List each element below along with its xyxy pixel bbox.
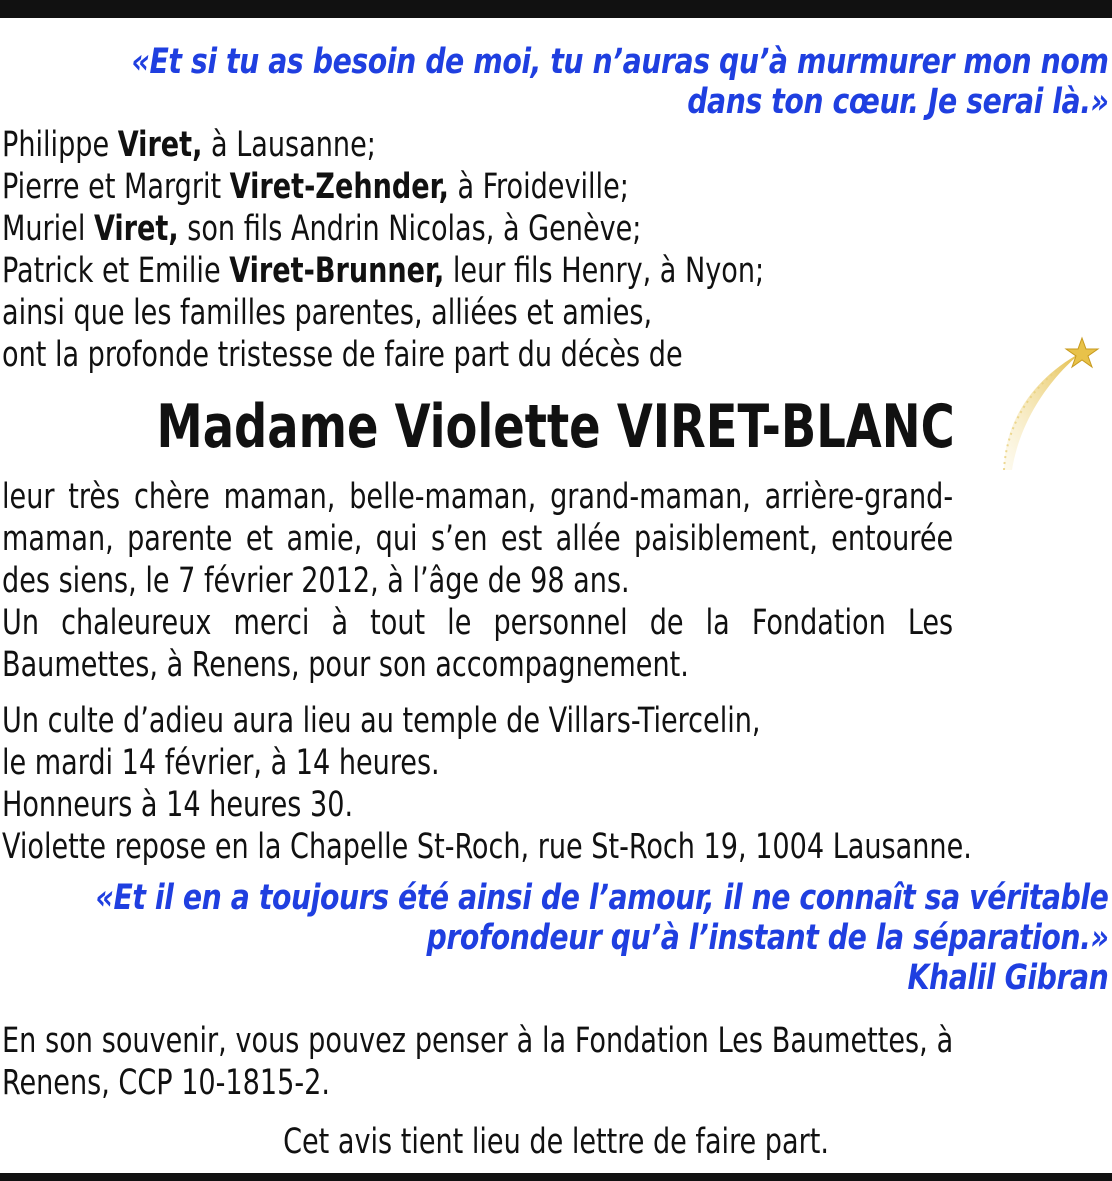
- family-member-2: [2, 166, 953, 208]
- family-member-4-given: Patrick et Emilie: [2, 251, 230, 291]
- family-member-2-given: Pierre et Margrit: [2, 167, 230, 207]
- ceremony-line-1: Un culte d’adieu aura lieu au temple de Villars-Tiercelin,: [2, 701, 761, 741]
- intro-line-2: ont la profonde tristesse de faire part du décès de: [2, 335, 683, 375]
- tribute-paragraph: leur très chère maman, belle-maman, grand-maman, arrière-grand-maman, parente et amie, qui s’en est allée paisiblement, entourée des siens, le 7 février 2012, à l’âge de 98 ans.: [2, 477, 954, 601]
- top-rule: [0, 0, 1112, 18]
- closing-quote-line-2: profondeur qu’à l’instant de la séparation.»: [426, 918, 1109, 958]
- closing-quote-line-1: «Et il en a toujours été ainsi de l’amour, il ne connaît sa véritable: [95, 878, 1108, 918]
- opening-quote-line-1: «Et si tu as besoin de moi, tu n’auras qu’à murmurer mon nom: [131, 42, 1108, 82]
- family-member-1-surname: Viret,: [117, 125, 203, 165]
- closing-note: Cet avis tient lieu de lettre de faire part.: [283, 1122, 829, 1162]
- family-list: [2, 124, 953, 376]
- family-member-3-given: Muriel: [2, 209, 94, 249]
- opening-quote: [131, 42, 1108, 122]
- closing-quote-author: Khalil Gibran: [907, 958, 1108, 998]
- donation-paragraph: En son souvenir, vous pouvez penser à la Fondation Les Baumettes, à Renens, CCP 10-1815-2.: [2, 1021, 954, 1103]
- family-member-4-surname: Viret-Brunner,: [229, 251, 445, 291]
- ceremony-line-3: Honneurs à 14 heures 30.: [2, 785, 354, 825]
- opening-quote-line-2: dans ton cœur. Je serai là.»: [686, 82, 1108, 122]
- ceremony-line-2: le mardi 14 février, à 14 heures.: [2, 743, 440, 783]
- family-member-2-place: à Froideville;: [448, 167, 629, 207]
- family-member-4-place: leur fils Henry, à Nyon;: [444, 251, 765, 291]
- thanks-paragraph: Un chaleureux merci à tout le personnel de la Fondation Les Baumettes, à Renens, pour son accompagnement.: [2, 603, 954, 685]
- bottom-rule: [0, 1173, 1112, 1181]
- family-member-1-given: Philippe: [2, 125, 118, 165]
- ceremony-line-4: Violette repose en la Chapelle St-Roch, rue St-Roch 19, 1004 Lausanne.: [2, 827, 972, 867]
- family-member-4: [2, 250, 953, 292]
- family-member-3: [2, 208, 953, 250]
- family-member-1: [2, 124, 953, 166]
- intro-line-1: ainsi que les familles parentes, alliées et amies,: [2, 293, 653, 333]
- family-member-2-surname: Viret-Zehnder,: [229, 167, 449, 207]
- family-member-1-place: à Lausanne;: [202, 125, 376, 165]
- family-member-3-surname: Viret,: [93, 209, 179, 249]
- deceased-name: Madame Violette VIRET-BLANC: [156, 392, 955, 462]
- closing-quote: [95, 878, 1108, 998]
- family-member-3-place: son fils Andrin Nicolas, à Genève;: [178, 209, 642, 249]
- ceremony-details: [2, 700, 972, 868]
